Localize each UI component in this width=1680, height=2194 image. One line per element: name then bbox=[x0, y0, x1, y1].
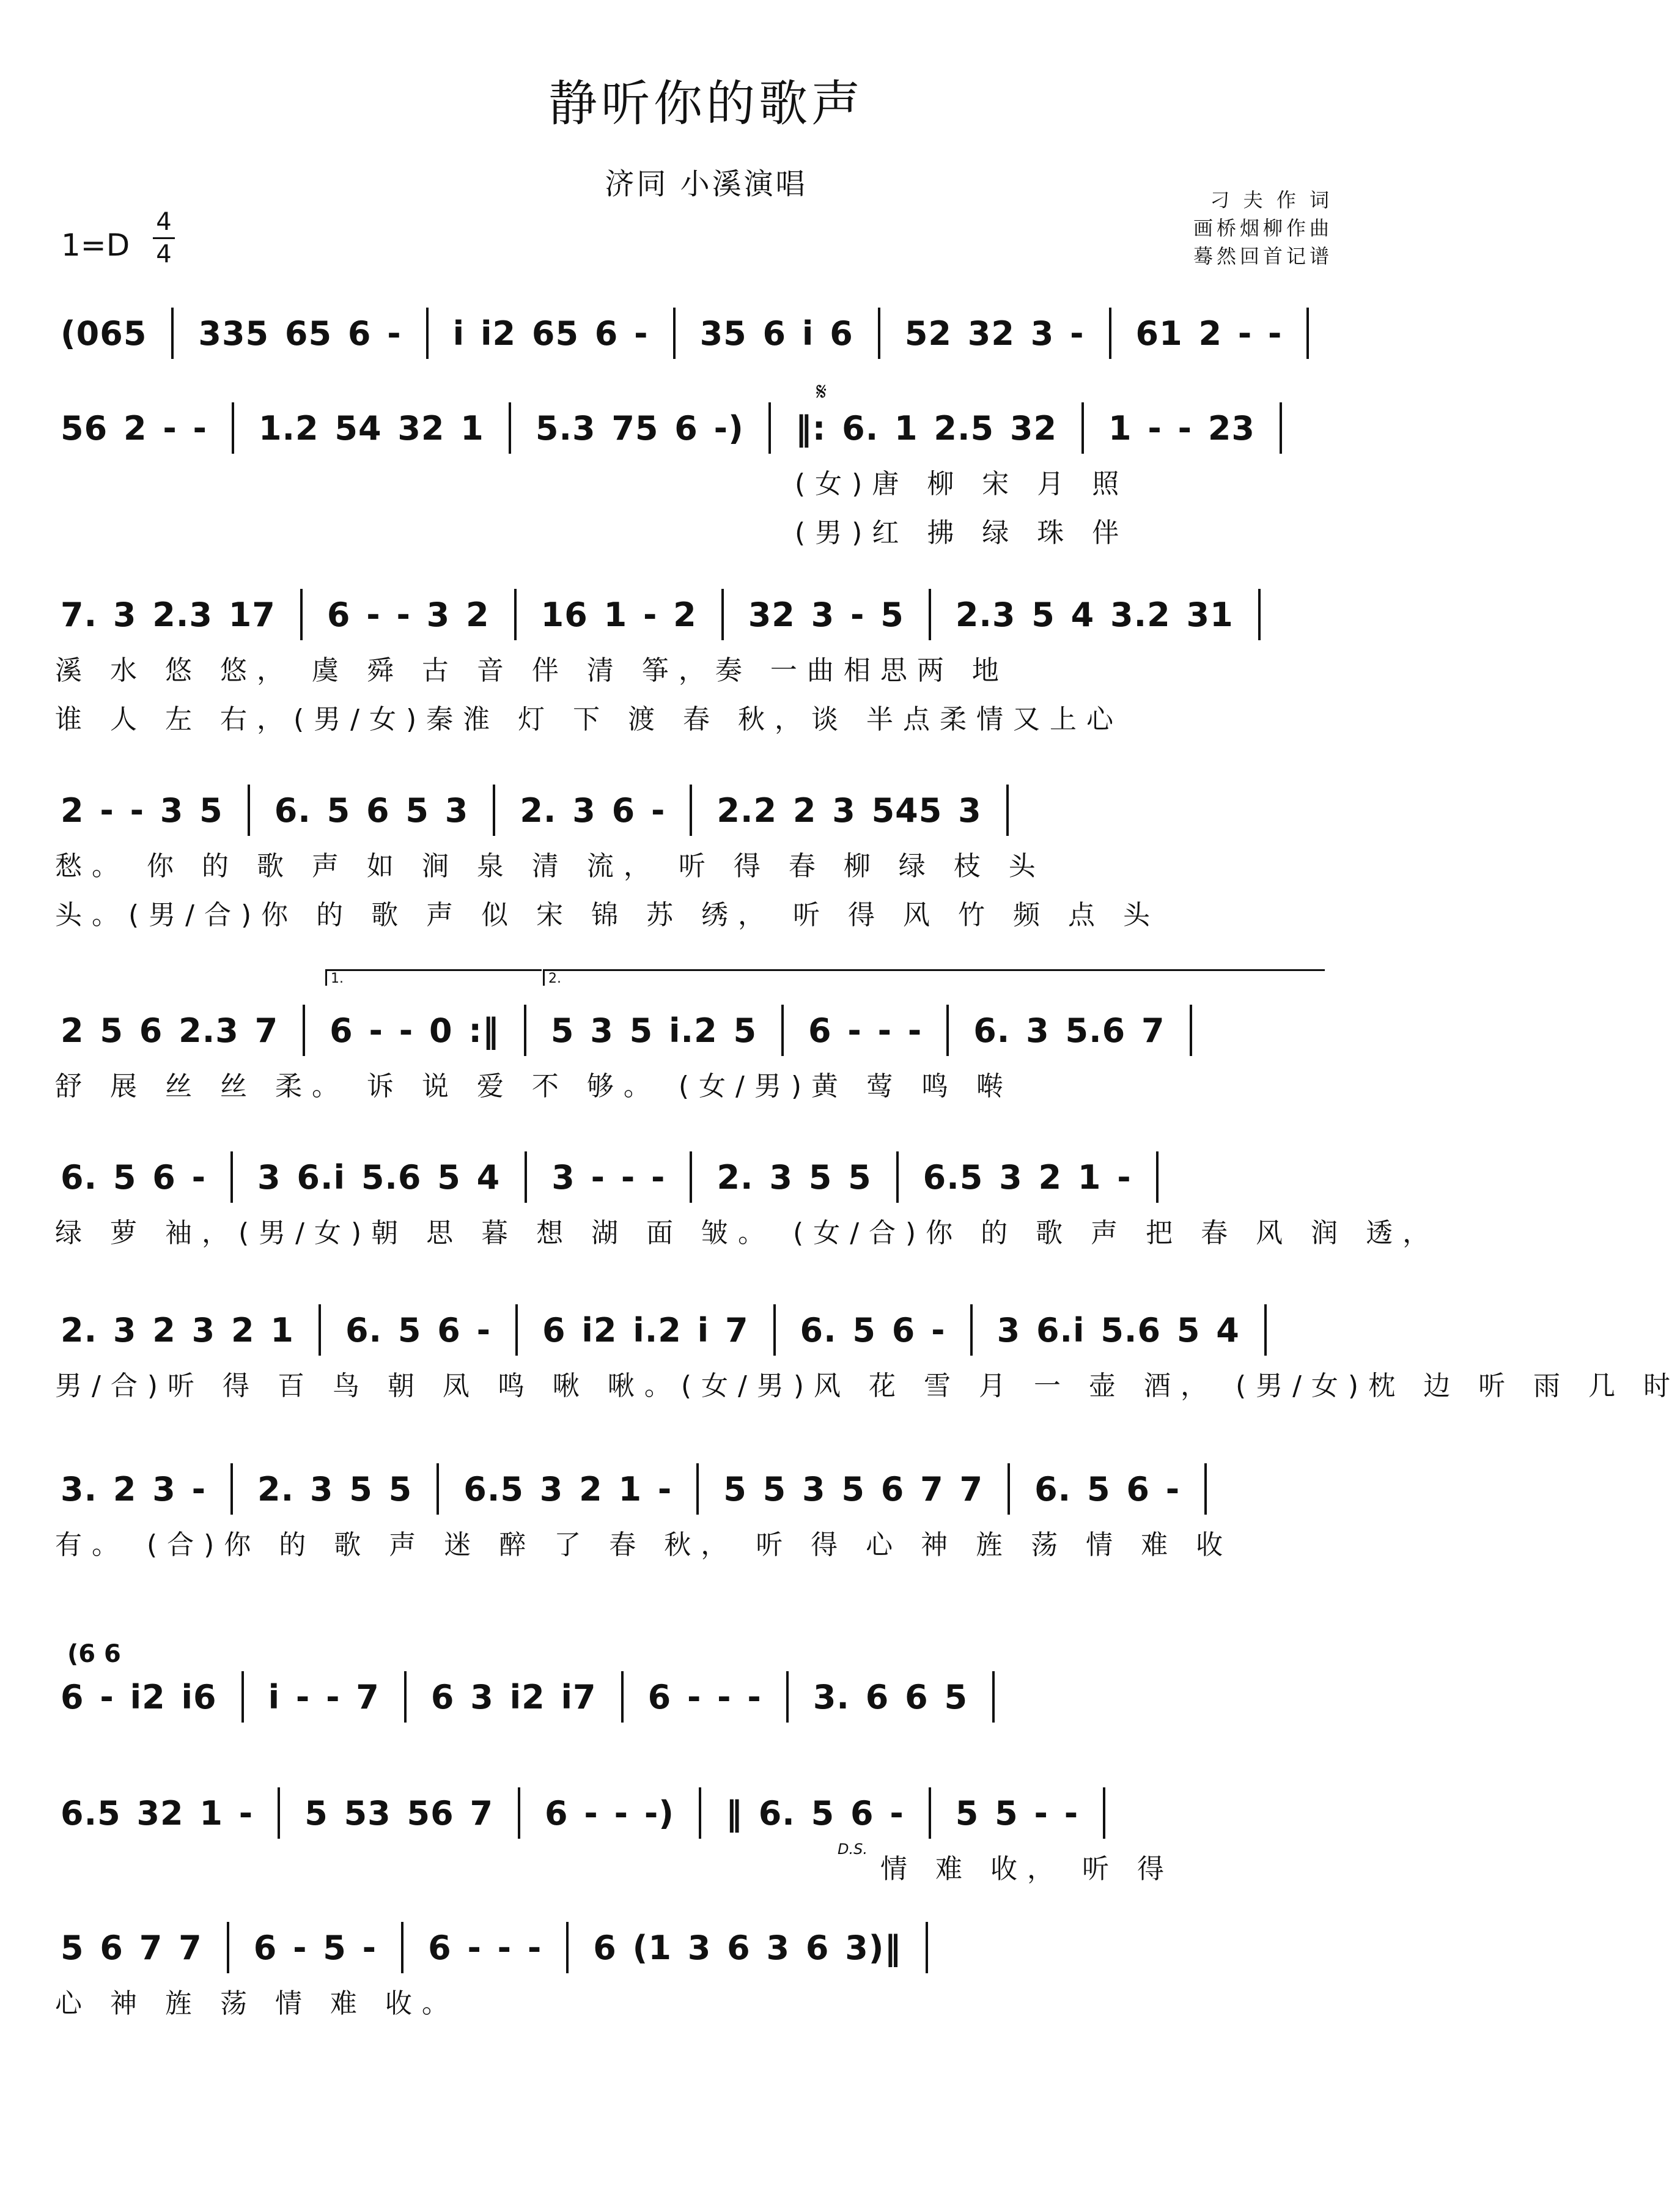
barline bbox=[1006, 785, 1009, 836]
barline bbox=[303, 1005, 305, 1056]
barline bbox=[401, 1922, 403, 1973]
measure: 1.2 54 32 1 bbox=[258, 408, 484, 448]
measure: 2.3 5 4 3.2 31 bbox=[955, 595, 1234, 634]
measure: 6. 5 6 - bbox=[1034, 1469, 1181, 1509]
barline bbox=[1081, 402, 1084, 454]
measure: 35 6 i 6 bbox=[699, 314, 853, 353]
barline bbox=[426, 308, 429, 359]
score-row bbox=[0, 1640, 1412, 1786]
barline bbox=[525, 1151, 527, 1203]
barline bbox=[514, 589, 517, 640]
lyric-line: (女)唐 柳 宋 月 照 bbox=[795, 468, 1129, 500]
measure: ‖: 6. 1 2.5 32 bbox=[795, 408, 1058, 448]
barline bbox=[1156, 1151, 1159, 1203]
barline bbox=[524, 1005, 526, 1056]
notation-line bbox=[58, 587, 1354, 642]
measure: 5 3 5 i.2 5 bbox=[550, 1011, 757, 1050]
measure: 6.5 3 2 1 - bbox=[923, 1158, 1132, 1197]
barline bbox=[946, 1005, 949, 1056]
barline bbox=[690, 1151, 692, 1203]
measure: 6 - - 0 :‖ bbox=[330, 1011, 499, 1050]
measure: 1 - - 23 bbox=[1108, 408, 1255, 448]
measure: 2. 3 6 - bbox=[520, 791, 666, 830]
barline bbox=[1008, 1463, 1010, 1515]
lyric-line: 绿 萝 袖，(男/女)朝 思 暮 想 湖 面 皱。 (女/合)你 的 歌 声 把 春 风 润 透， bbox=[55, 1217, 1440, 1249]
measure: 6. 5 6 - bbox=[345, 1310, 491, 1350]
measure: 6 - i2 i6 bbox=[61, 1677, 217, 1716]
measure: 3 6.i 5.6 5 4 bbox=[257, 1158, 501, 1197]
score-row bbox=[0, 1786, 1412, 1902]
measure: 2 - - 3 5 bbox=[61, 791, 223, 830]
measure: 6. 5 6 - bbox=[800, 1310, 946, 1350]
barline bbox=[1258, 589, 1261, 640]
composer-credit: 画桥烟柳作曲 bbox=[1193, 216, 1333, 240]
barline bbox=[518, 1787, 520, 1839]
notation-line bbox=[58, 1461, 1354, 1516]
measure: 2. 3 5 5 bbox=[257, 1469, 413, 1509]
barline bbox=[970, 1304, 973, 1356]
measure: 16 1 - 2 bbox=[540, 595, 697, 634]
measure: 3 6.i 5.6 5 4 bbox=[997, 1310, 1240, 1350]
measure: 3 - - - bbox=[551, 1158, 666, 1197]
lyric-line: (男)红 拂 绿 珠 伴 bbox=[795, 517, 1129, 548]
score-row bbox=[0, 783, 1412, 931]
measure: 6 - 5 - bbox=[253, 1928, 377, 1967]
volta-2: 2. bbox=[543, 969, 1325, 986]
barline bbox=[248, 785, 250, 836]
barline bbox=[786, 1671, 789, 1723]
barline bbox=[509, 402, 511, 454]
measure: 6 - - -) bbox=[545, 1793, 674, 1833]
barline bbox=[232, 402, 234, 454]
song-title: 静听你的歌声 bbox=[548, 75, 864, 132]
barline bbox=[696, 1463, 699, 1515]
measure: 5 53 56 7 bbox=[304, 1793, 494, 1833]
measure: 3. 2 3 - bbox=[61, 1469, 207, 1509]
measure: 2. 3 2 3 2 1 bbox=[61, 1310, 294, 1350]
time-signature bbox=[153, 208, 175, 268]
volta-1: 1. bbox=[325, 969, 542, 986]
measure: 2. 3 5 5 bbox=[717, 1158, 872, 1197]
barline bbox=[230, 1463, 233, 1515]
time-bottom: 4 bbox=[156, 240, 172, 268]
barline bbox=[721, 589, 724, 640]
lyric-line: 舒 展 丝 丝 柔。 诉 说 爱 不 够。 (女/男)黄 莺 鸣 啭 bbox=[55, 1071, 1013, 1102]
score-row bbox=[0, 587, 1412, 735]
barline bbox=[171, 308, 174, 359]
notation-line bbox=[58, 1669, 1354, 1724]
lyric-line: 溪 水 悠 悠， 虞 舜 古 音 伴 清 筝，奏 一曲相思两 地 bbox=[55, 655, 1009, 686]
barline bbox=[227, 1922, 229, 1973]
barline bbox=[1190, 1005, 1192, 1056]
measure: 56 2 - - bbox=[61, 408, 207, 448]
measure: 32 3 - 5 bbox=[748, 595, 904, 634]
barline bbox=[1204, 1463, 1207, 1515]
barline bbox=[926, 1922, 928, 1973]
notation-line bbox=[58, 306, 1354, 361]
barline bbox=[1103, 1787, 1105, 1839]
measure: 3. 6 6 5 bbox=[812, 1677, 968, 1716]
notation-line bbox=[58, 1150, 1354, 1205]
score-row bbox=[0, 1150, 1440, 1266]
barline bbox=[566, 1922, 569, 1973]
time-top: 4 bbox=[156, 208, 172, 236]
score-row bbox=[0, 1461, 1412, 1578]
transcriber-credit: 蓦然回首记谱 bbox=[1193, 245, 1333, 268]
measure: 2 5 6 2.3 7 bbox=[61, 1011, 279, 1050]
lyricist-credit: 刁 夫 作 词 bbox=[1210, 188, 1333, 212]
lyric-line: 愁。 你 的 歌 声 如 涧 泉 清 流， 听 得 春 柳 绿 枝 头 bbox=[55, 851, 1045, 882]
score-row bbox=[0, 1302, 1680, 1419]
barline bbox=[1280, 402, 1282, 454]
measure: 5 5 - - bbox=[955, 1793, 1079, 1833]
measure: 5 5 3 5 6 7 7 bbox=[723, 1469, 984, 1509]
lyric-line: 头。(男/合)你 的 歌 声 似 宋 锦 苏 绣， 听 得 风 竹 频 点 头 bbox=[55, 899, 1160, 931]
key-signature: 1=D bbox=[61, 227, 130, 263]
barline bbox=[878, 308, 880, 359]
barline bbox=[929, 589, 931, 640]
barline bbox=[437, 1463, 439, 1515]
measure: 6 - - - bbox=[647, 1677, 762, 1716]
ds-marking: D.S. bbox=[838, 1841, 868, 1858]
measure: 2.2 2 3 545 3 bbox=[717, 791, 982, 830]
notation-line bbox=[58, 401, 1354, 456]
measure: (065 bbox=[61, 314, 147, 353]
measure: 6. 5 6 - bbox=[61, 1158, 207, 1197]
measure: 52 32 3 - bbox=[904, 314, 1085, 353]
measure: 6. 5 6 5 3 bbox=[274, 791, 469, 830]
barline bbox=[241, 1671, 244, 1723]
measure: 6 - - 3 2 bbox=[326, 595, 490, 634]
score-row bbox=[0, 401, 1412, 548]
barline bbox=[515, 1304, 518, 1356]
notation-line bbox=[58, 783, 1354, 838]
barline bbox=[1109, 308, 1111, 359]
measure: ‖ 6. 5 6 - bbox=[725, 1793, 904, 1833]
barline bbox=[493, 785, 495, 836]
barline bbox=[673, 308, 676, 359]
measure: 6 (1 3 6 3 6 3)‖ bbox=[593, 1928, 902, 1967]
barline bbox=[230, 1151, 233, 1203]
measure: 6 - - - bbox=[428, 1928, 542, 1967]
measure: i i2 65 6 - bbox=[452, 314, 649, 353]
lyric-line: 心 神 旌 荡 情 难 收。 bbox=[55, 1988, 459, 2019]
barline bbox=[404, 1671, 407, 1723]
barline bbox=[278, 1787, 280, 1839]
barline bbox=[773, 1304, 776, 1356]
notation-line bbox=[58, 1302, 1354, 1357]
measure: 6 - - - bbox=[808, 1011, 923, 1050]
measure: 6 3 i2 i7 bbox=[430, 1677, 597, 1716]
barline bbox=[768, 402, 771, 454]
score-row bbox=[0, 1003, 1412, 1119]
barline bbox=[300, 589, 303, 640]
barline bbox=[699, 1787, 701, 1839]
measure: 6 i2 i.2 i 7 bbox=[542, 1310, 749, 1350]
barline bbox=[319, 1304, 321, 1356]
barline bbox=[929, 1787, 931, 1839]
barline bbox=[896, 1151, 899, 1203]
measure: 6.5 32 1 - bbox=[61, 1793, 254, 1833]
notation-line bbox=[58, 1003, 1354, 1058]
score-row bbox=[0, 1920, 1412, 2036]
measure: 61 2 - - bbox=[1135, 314, 1283, 353]
barline bbox=[621, 1671, 624, 1723]
song-subtitle: 济同 小溪演唱 bbox=[605, 167, 808, 201]
lyric-line: 男/合)听 得 百 鸟 朝 凤 鸣 啾 啾。(女/男)风 花 雪 月 一 壶 酒， (男/女)枕 边 听 雨 几 时 bbox=[55, 1370, 1680, 1402]
upper-voice: (6 6 bbox=[67, 1640, 121, 1668]
measure: 6.5 3 2 1 - bbox=[463, 1469, 672, 1509]
segno-symbol: 𝄋 bbox=[816, 378, 827, 406]
notation-line bbox=[58, 1920, 1354, 1975]
measure: 5.3 75 6 -) bbox=[535, 408, 744, 448]
measure: 5 6 7 7 bbox=[61, 1928, 202, 1967]
notation-line bbox=[58, 1786, 1354, 1841]
measure: 7. 3 2.3 17 bbox=[61, 595, 276, 634]
measure: 335 65 6 - bbox=[198, 314, 402, 353]
barline bbox=[781, 1005, 784, 1056]
barline bbox=[1306, 308, 1309, 359]
lyric-line: 谁 人 左 右，(男/女)秦淮 灯 下 渡 春 秋，谈 半点柔情又上心 bbox=[55, 704, 1124, 735]
lyric-line: 情 难 收， 听 得 bbox=[880, 1853, 1174, 1885]
barline bbox=[1264, 1304, 1267, 1356]
measure: 6. 3 5.6 7 bbox=[973, 1011, 1165, 1050]
lyric-line: 有。 (合)你 的 歌 声 迷 醉 了 春 秋， 听 得 心 神 旌 荡 情 难 收 bbox=[55, 1529, 1233, 1561]
barline bbox=[690, 785, 692, 836]
barline bbox=[992, 1671, 995, 1723]
measure: i - - 7 bbox=[268, 1677, 380, 1716]
